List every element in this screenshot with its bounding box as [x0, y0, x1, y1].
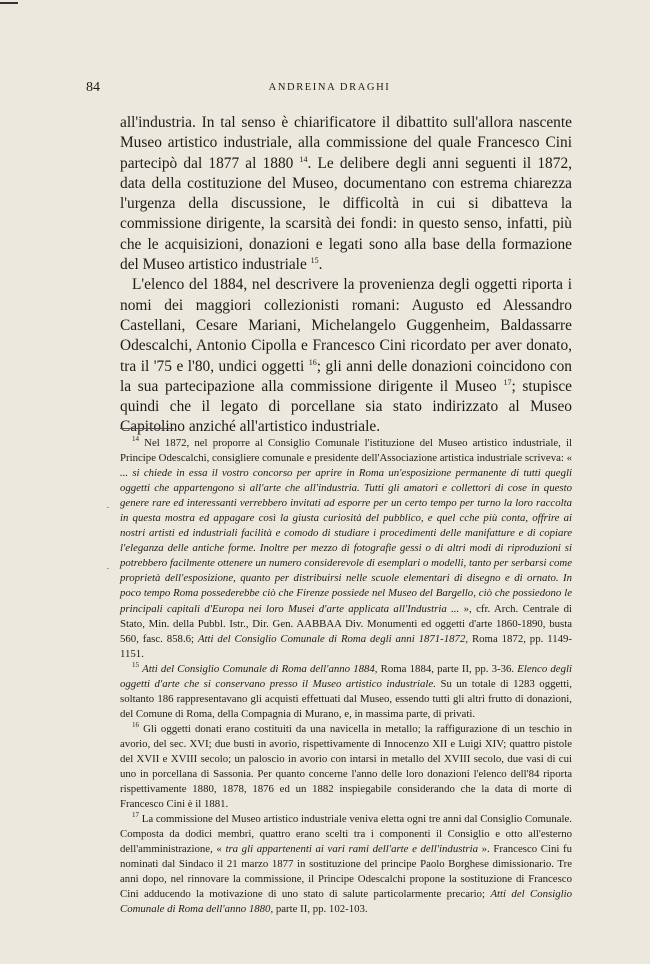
footnote-number: 17 — [132, 811, 139, 820]
paragraph-2: L'elenco del 1884, nel descrivere la provenienza degli oggetti riporta i nomi dei maggiori collezionisti romani: Augusto ed Alessandro Castellani, Cesare Mariani, Michelangelo Guggenheim, Baldassarre Odescalchi, Antonio Cipolla e Francesco Cini ricordato per aver donato, tra il '75 e l'80, undici oggetti $^{16}$; gli anni delle donazioni coincidono con la sua partecipazione alla commissione dirigente il Museo $^{17}$; stupisce quindi che il legato di porcellane sia stato indirizzato al Museo Capitolino anziché all'artistico industriale. — [120, 276, 572, 436]
footnote-14: $^{14}$ Nel 1872, nel proporre al Consiglio Comunale l'istituzione del Museo artistico industriale, il Principe Odescalchi, consigliere comunale e presidente dell'Associazione artistica industriale scriveva: « ... si chiede in essa il vostro concorso per aprire in Roma un'esposizione permanente di tutti quegli oggetti che appartengono sì all'arte che all'industria. Tutti gli amatori e collettori di cose in questo genere rare ed interessanti verrebbero invitati ad esporre per un certo tempo per turno la loro raccolta in questa mostra ed appagare così la giusta curiosità del pubblico, e quel cche più conta, offrire ai nostri artisti ed industriali facilità e comodo di studiare i procedimenti delle manifatture e di copiare l'eleganza delle antiche forme. Inoltre per mezzo di fotografie gessi o di altri modi di riproduzioni si potrebbero facilmente ottenere un numero considerevole di esemplari o modelli, tanto per serbarsi come proprietà dell'esposizione, quanto per distribuirsi nelle scuole elementari di disegno e di ornato. In poco tempo Roma possederebbe ciò che Firenze possiede nel Museo del Bargello, ciò che possiedono le principali capitali d'Europa nei loro Musei d'arte applicata all'Industria ... », cfr. Arch. Centrale di Stato, Min. della Pubbl. Istr., Dir. Gen. AABBAA Div. Monumenti ed oggetti d'arte 1860-1890, busta 560, fasc. 858.6; Atti del Consiglio Comunale di Roma degli anni 1871-1872, Roma 1872, pp. 1149-1151. — [120, 435, 572, 660]
footnote-number: 15 — [132, 660, 139, 669]
footnote-16: $^{16}$ Gli oggetti donati erano costituiti da una navicella in metallo; la raffigurazione di un teschio in avorio, del sec. XVI; due busti in avorio, rispettivamente di Innocenzo XII e Luigi XIV; quattro pistole del XVII e XVIII secolo; un paloscio in avorio con intarsi in metallo del XVIII secolo, due vasi di cui uno in porcellana di Sassonia. Per quanto concerne l'anno delle loro donazioni l'elenco dell'84 riporta rispettivamente 1880, 1878, 1876 ed un 1882 inspiegabile considerando che la data di morte di Francesco Cini è il 1881. — [120, 720, 572, 811]
page-header — [86, 80, 573, 98]
paragraph-1: all'industria. In tal senso è chiarificatore il dibattito sull'allora nascente Museo artistico industriale, alla commissione del quale Francesco Cini partecipò dal 1877 al 1880 $^{14}$. Le delibere degli anni seguenti il 1872, data della costituzione del Museo, documentano con estrema chiarezza l'urgenza della discussione, le difficoltà in cui si dibatteva la commissione dirigente, la scarsità dei fondi: in questo senso, infatti, più che le acquisizioni, donazioni e legati sono alla base della formazione del Museo artistico industriale $^{15}$. — [120, 114, 572, 274]
footnote-17: $^{17}$ La commissione del Museo artistico industriale veniva eletta ogni tre anni dal Consiglio Comunale. Composta da dodici membri, quattro erano scelti tra i componenti il Consiglio e otto all'esterno dell'amministrazione, « tra gli appartenenti ai vari rami dell'arte e dell'industria ». Francesco Cini fu nominati dal Sindaco il 21 marzo 1877 in sostituzione del principe Paolo Borghese dimissionario. Tre anni dopo, nel rinnovare la commissione, il Principe Odescalchi propone la sostituzione di Francesco Cini adducendo la motivazione di uno stato di salute particolarmente precario; Atti del Consiglio Comunale di Roma dell'anno 1880, parte II, pp. 102-103. — [120, 811, 572, 916]
footnote-separator — [120, 428, 174, 429]
running-head: ANDREINA DRAGHI — [268, 82, 391, 93]
footnote-number: 16 — [132, 720, 139, 729]
margin-speck: · — [106, 563, 110, 575]
footnotes — [120, 436, 572, 918]
footnote-ref-15[interactable]: 15 — [310, 256, 319, 266]
corner-scan-mark — [0, 2, 18, 4]
margin-speck: · — [106, 502, 110, 514]
footnote-ref-17[interactable]: 17 — [503, 377, 512, 387]
footnote-15: $^{15}$ Atti del Consiglio Comunale di Roma dell'anno 1884, Roma 1884, parte II, pp. 3-36. Elenco degli oggetti d'arte che si conservano presso il Museo artistico industriale. Su un totale di 1283 oggetti, soltanto 186 rappresentavano gli acquisti effettuati dal Museo, essendo tutti gli altri frutto di donazioni, del Comune di Roma, della Compagnia di Murano, e, in massima parte, di privati. — [120, 660, 572, 720]
footnote-ref-14[interactable]: 14 — [299, 154, 308, 164]
footnote-number: 14 — [132, 435, 139, 443]
main-text — [120, 113, 572, 438]
footnote-ref-16[interactable]: 16 — [308, 357, 317, 367]
page-number: 84 — [86, 80, 100, 95]
